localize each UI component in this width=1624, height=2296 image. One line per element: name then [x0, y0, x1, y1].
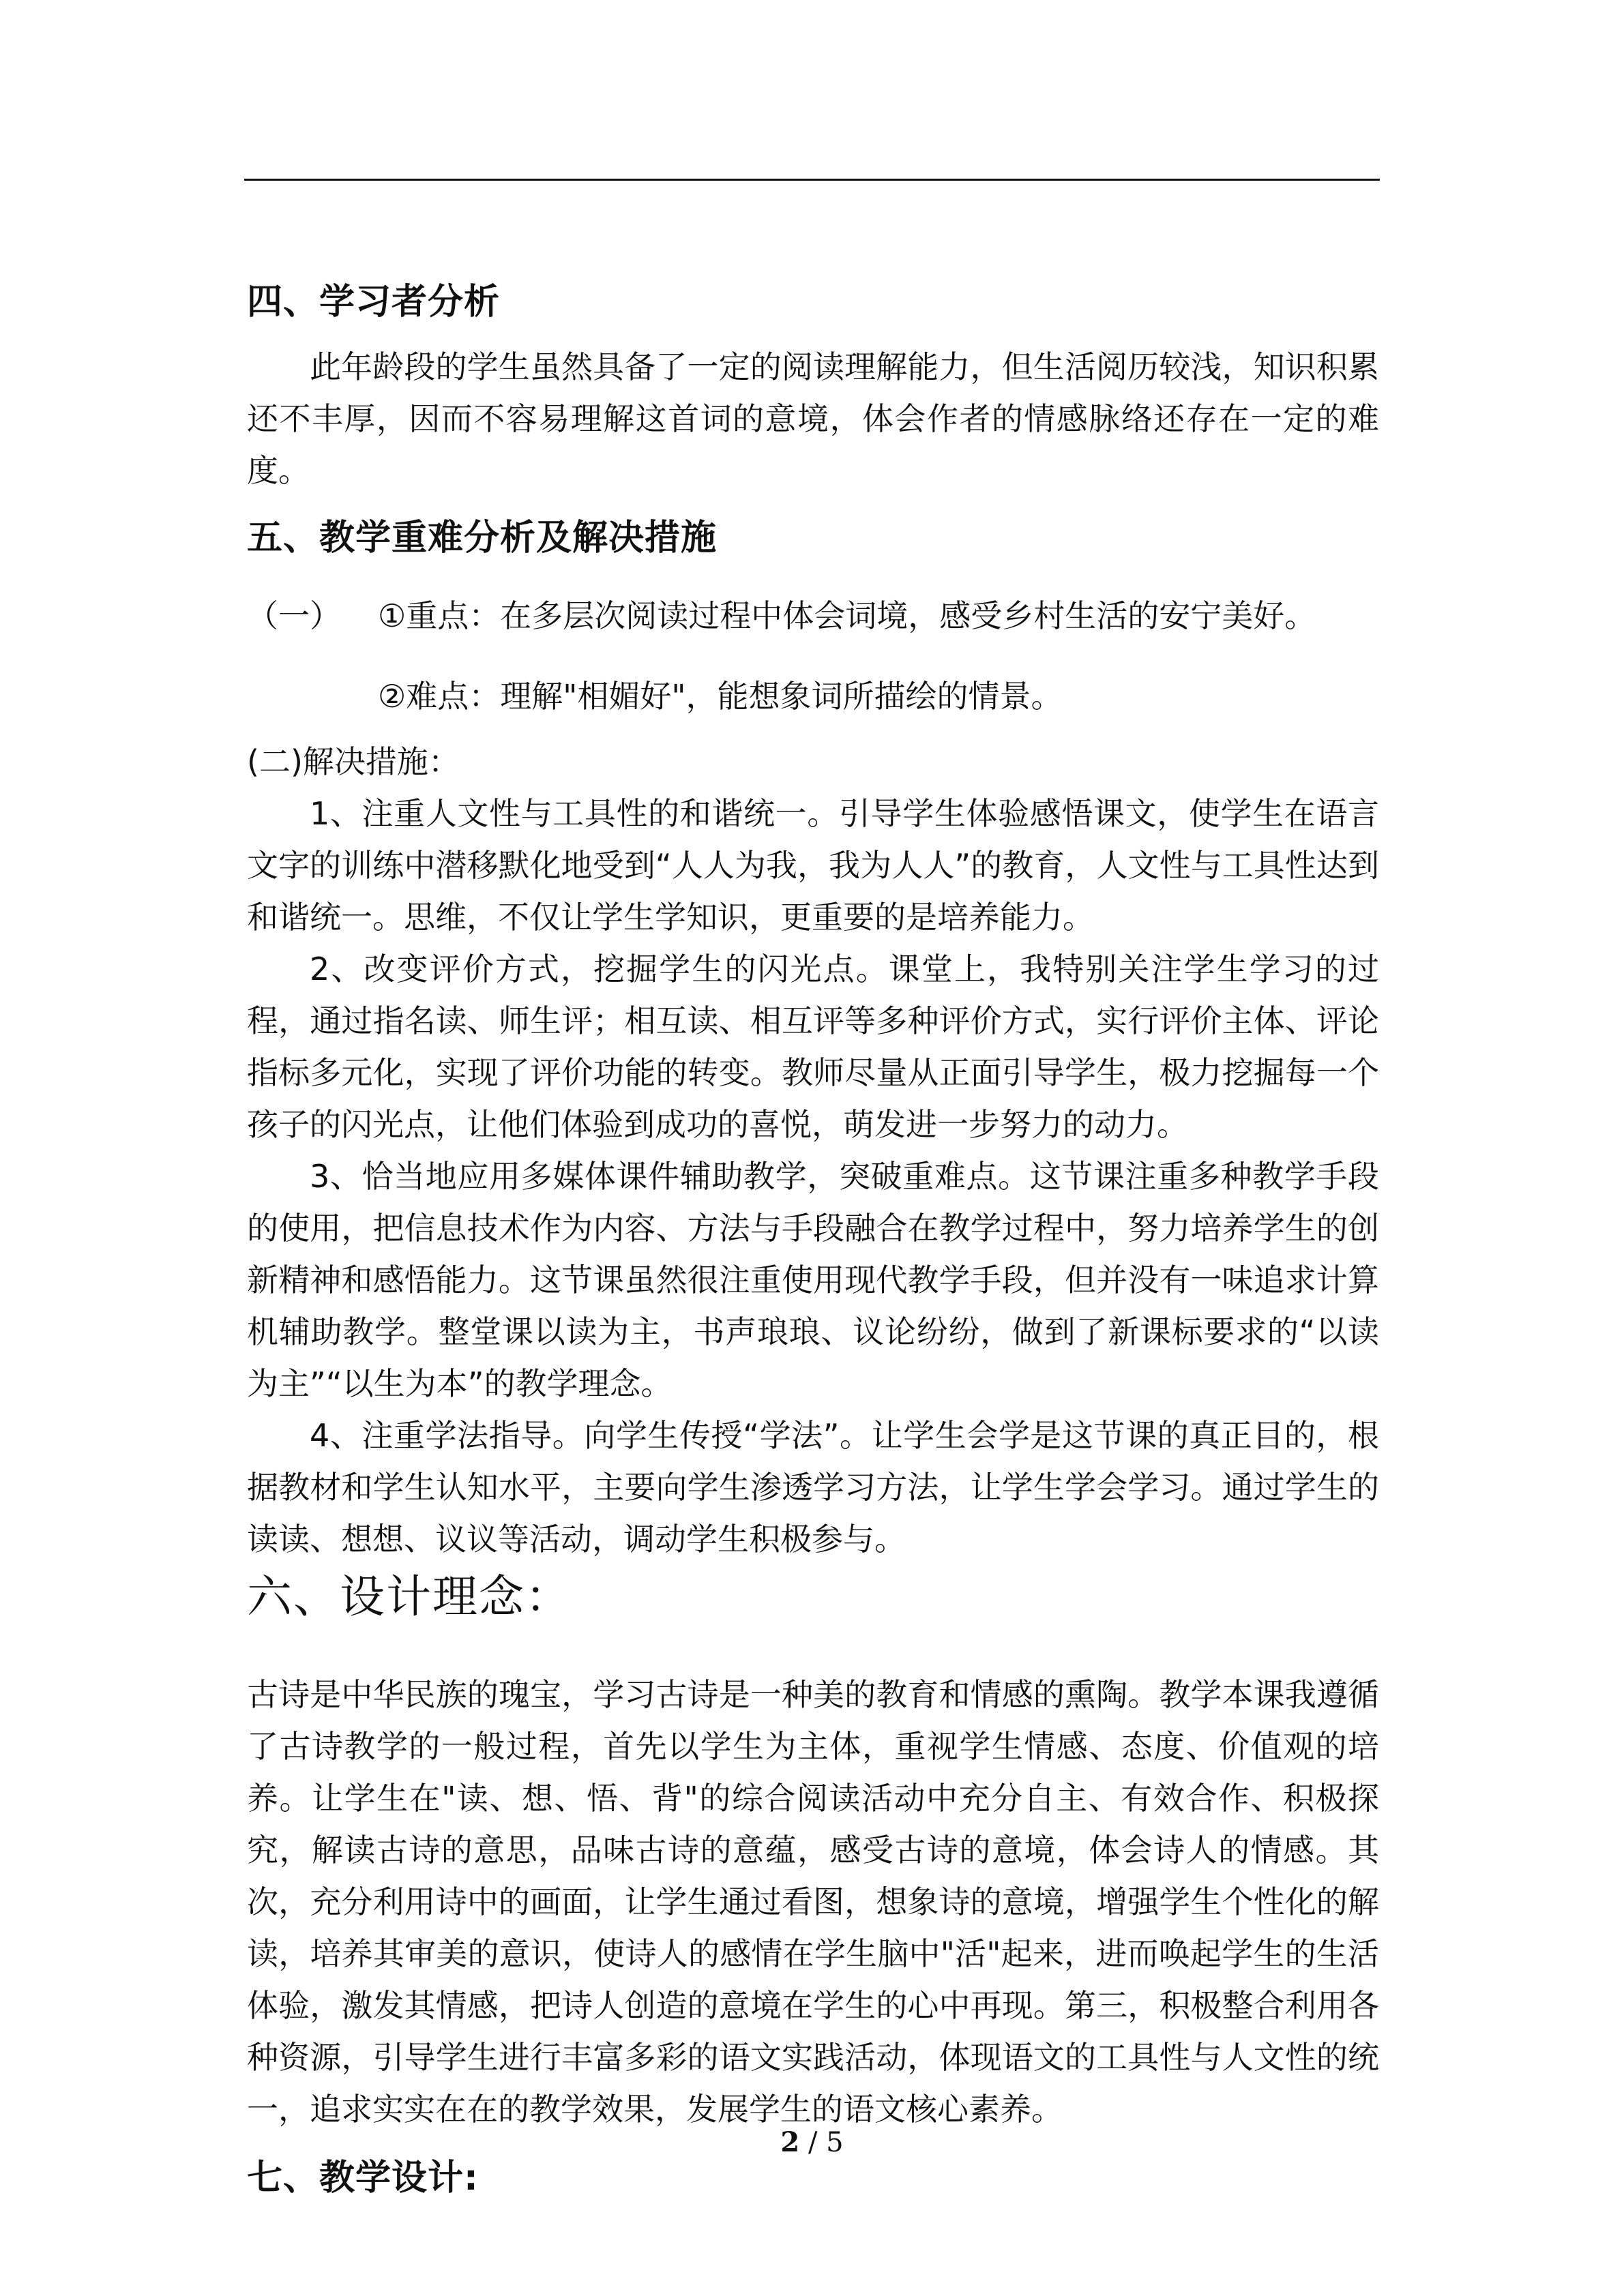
section-title-key-difficult-points: 五、教学重难分析及解决措施 [247, 517, 718, 558]
section-title-teaching-design: 七、教学设计: [247, 2157, 479, 2198]
measure-item: 1、注重人文性与工具性的和谐统一。引导学生体验感悟课文，使学生在语言文字的训练中潜移默化地受到“人人为我，我为人人”的教育，人文性与工具性达到和谐统一。思维，不仅让学生学知识，更重要的是培养能力。 [247, 795, 1379, 936]
part-one-label: （一） [247, 597, 341, 635]
document-body [247, 280, 1379, 2202]
section-title-learner-analysis: 四、学习者分析 [247, 282, 501, 323]
current-page-number: 2 [780, 2126, 800, 2158]
learner-analysis-paragraph: 此年龄段的学生虽然具备了一定的阅读理解能力，但生活阅历较浅，知识积累还不丰厚，因而不容易理解这首词的意境，体会作者的情感脉络还存在一定的难度。 [247, 348, 1379, 489]
measure-item: 2、改变评价方式，挖掘学生的闪光点。课堂上，我特别关注学生学习的过程，通过指名读、师生评；相互读、相互评等多种评价方式，实行评价主体、评论指标多元化，实现了评价功能的转变。教师尽量从正面引导学生，极力挖掘每一个孩子的闪光点，让他们体验到成功的喜悦，萌发进一步努力的动力。 [247, 951, 1379, 1144]
part-two-label: (二)解决措施： [247, 743, 460, 781]
page-number [0, 2126, 1624, 2158]
key-point-row [247, 590, 1379, 642]
section-title-design-concept: 六、设计理念： [247, 1570, 572, 1624]
measure-item: 3、恰当地应用多媒体课件辅助教学，突破重难点。这节课注重多种教学手段的使用，把信息技术作为内容、方法与手段融合在教学过程中，努力培养学生的创新精神和感悟能力。这节课虽然很注重使用现代教学手段，但并没有一味追求计算机辅助教学。整堂课以读为主，书声琅琅、议论纷纷，做到了新课标要求的“以读为主”“以生为本”的教学理念。 [247, 1158, 1379, 1403]
measure-item: 4、注重学法指导。向学生传授“学法”。让学生会学是这节课的真正目的，根据教材和学生认知水平，主要向学生渗透学习方法，让学生学会学习。通过学生的读读、想想、议议等活动，调动学生积极参与。 [247, 1417, 1379, 1558]
header-rule [244, 179, 1380, 181]
total-pages: / 5 [808, 2127, 844, 2158]
difficult-point-text: ②难点：理解"相媚好"，能想象词所描绘的情景。 [378, 678, 1063, 715]
design-concept-paragraph: 古诗是中华民族的瑰宝，学习古诗是一种美的教育和情感的熏陶。教学本课我遵循了古诗教学的一般过程，首先以学生为主体，重视学生情感、态度、价值观的培养。让学生在"读、想、悟、背"的综合阅读活动中充分自主、有效合作、积极探究，解读古诗的意思，品味古诗的意蕴，感受古诗的意境，体会诗人的情感。其次，充分利用诗中的画面，让学生通过看图，想象诗的意境，增强学生个性化的解读，培养其审美的意识，使诗人的感情在学生脑中"活"起来，进而唤起学生的生活体验，激发其情感，把诗人创造的意境在学生的心中再现。第三，积极整合利用各种资源，引导学生进行丰富多彩的语文实践活动，体现语文的工具性与人文性的统一，追求实实在在的教学效果，发展学生的语文核心素养。 [247, 1675, 1379, 2128]
key-point-text: ①重点：在多层次阅读过程中体会词境，感受乡村生活的安宁美好。 [378, 597, 1316, 635]
